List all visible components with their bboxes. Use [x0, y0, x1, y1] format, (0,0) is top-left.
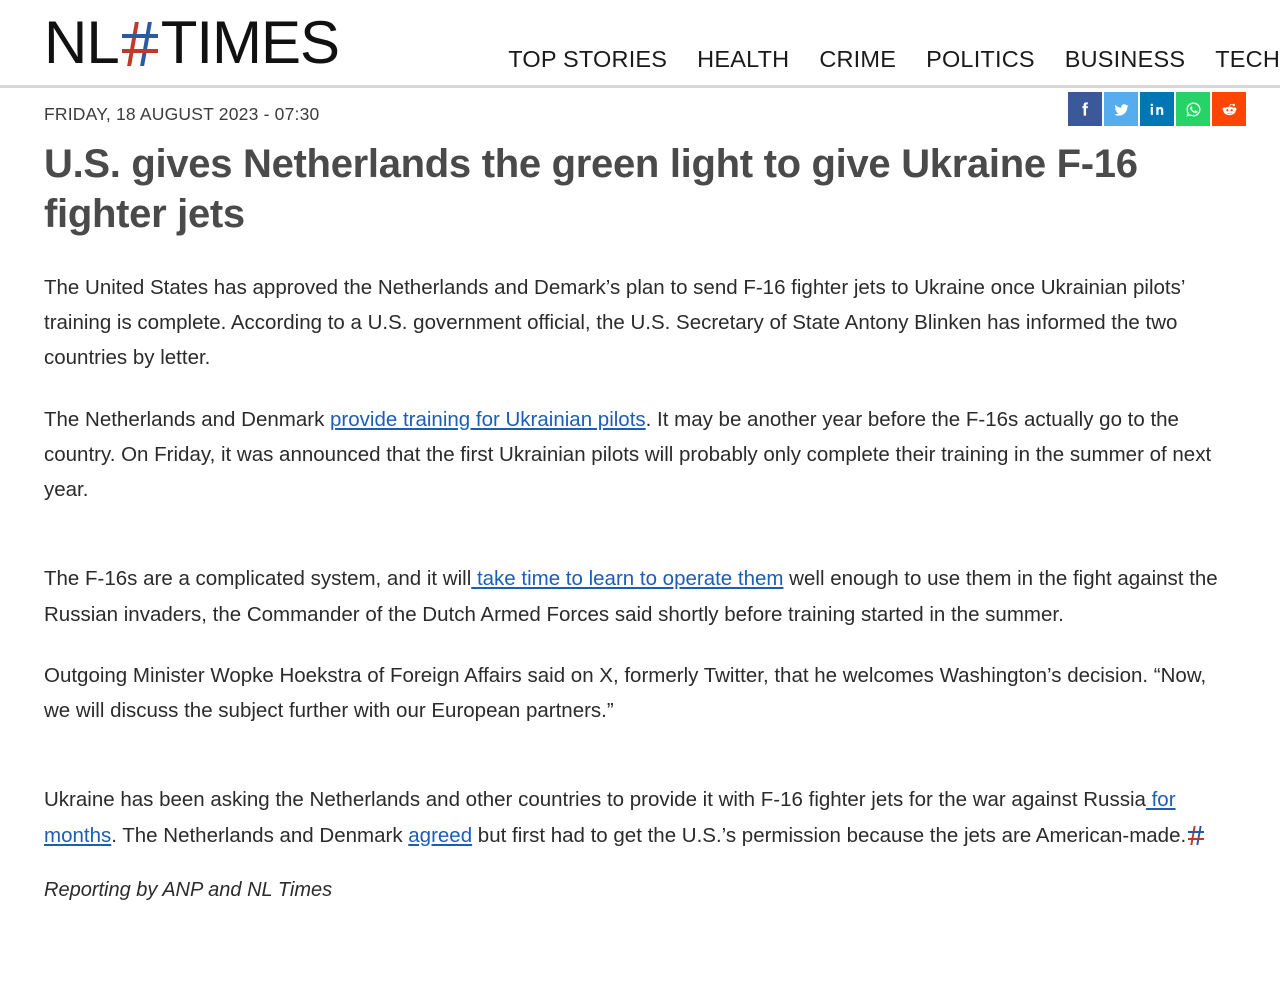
paragraph-1: The United States has approved the Netherlands and Demark’s plan to send F-16 fighter jets to Ukraine once Ukrainian pilots’ training is complete. According to a U.S. government official, the U.S. Secretary of State Antony Blinken has informed the two countries by letter.	[44, 275, 1185, 370]
article-byline: Reporting by ANP and NL Times	[44, 878, 333, 901]
paragraph-3-text-a: The F-16s are a complicated system, and it will	[44, 567, 472, 591]
share-facebook-button[interactable]	[1068, 92, 1102, 126]
hash-icon-inline	[1188, 826, 1205, 845]
link-for-months[interactable]: for months	[44, 788, 1176, 847]
paragraph-5-text-c: but first had to get the U.S.’s permission because the jets are American-made.	[472, 823, 1187, 847]
paragraph-3	[44, 561, 1230, 632]
paragraph-3-text-b: well enough to use them in the fight against the Russian invaders, the Commander of the Dutch Armed Forces said shortly before training started in the summer.	[44, 567, 1218, 626]
main-navigation	[508, 46, 1280, 73]
whatsapp-icon	[1183, 99, 1204, 120]
share-linkedin-button[interactable]	[1140, 92, 1174, 126]
article-dateline: FRIDAY, 18 AUGUST 2023 - 07:30	[44, 104, 320, 124]
site-header	[0, 0, 1280, 88]
nav-politics[interactable]: POLITICS	[926, 46, 1035, 72]
paragraph-5	[44, 782, 1230, 853]
nav-business[interactable]: BUSINESS	[1064, 46, 1186, 72]
hash-icon	[120, 20, 160, 66]
nav-crime[interactable]: CRIME	[819, 46, 897, 72]
twitter-icon	[1111, 99, 1132, 120]
nav-tech[interactable]: TECH	[1215, 46, 1280, 72]
facebook-icon	[1075, 99, 1095, 119]
share-twitter-button[interactable]	[1104, 92, 1138, 126]
share-whatsapp-button[interactable]	[1176, 92, 1210, 126]
link-agreed[interactable]: agreed	[408, 823, 473, 847]
article-body	[44, 270, 1230, 902]
reddit-icon	[1219, 99, 1240, 120]
paragraph-5-text-a: Ukraine has been asking the Netherlands and other countries to provide it with F-16 fighter jets for the war against Russia	[44, 788, 1146, 812]
article	[0, 88, 1280, 902]
link-take-time-to-learn[interactable]: take time to learn to operate them	[471, 567, 784, 591]
nav-health[interactable]: HEALTH	[697, 46, 790, 72]
link-provide-training[interactable]: provide training for Ukrainian pilots	[330, 407, 646, 431]
site-logo[interactable]	[44, 8, 340, 76]
logo-text-times: TIMES	[160, 8, 340, 76]
paragraph-4: Outgoing Minister Wopke Hoekstra of Foreign Affairs said on X, formerly Twitter, that he welcomes Washington’s decision. “Now, we will discuss the subject further with our European partners.”	[44, 663, 1207, 723]
article-headline: U.S. gives Netherlands the green light to give Ukraine F-16 fighter jets	[44, 142, 1138, 237]
logo-text-nl: NL	[44, 8, 119, 76]
paragraph-5-text-b: . The Netherlands and Denmark	[111, 823, 409, 847]
paragraph-2-text-a: The Netherlands and Denmark	[44, 407, 331, 431]
share-reddit-button[interactable]	[1212, 92, 1246, 126]
linkedin-icon	[1147, 99, 1167, 119]
share-buttons	[1068, 92, 1246, 126]
nav-top-stories[interactable]: TOP STORIES	[508, 46, 668, 72]
article-meta	[44, 88, 1230, 125]
paragraph-2	[44, 402, 1230, 508]
paragraph-2-text-b: . It may be another year before the F-16s actually go to the country. On Friday, it was announced that the first Ukrainian pilots will probably only complete their training in the summer of next year.	[44, 407, 1212, 502]
